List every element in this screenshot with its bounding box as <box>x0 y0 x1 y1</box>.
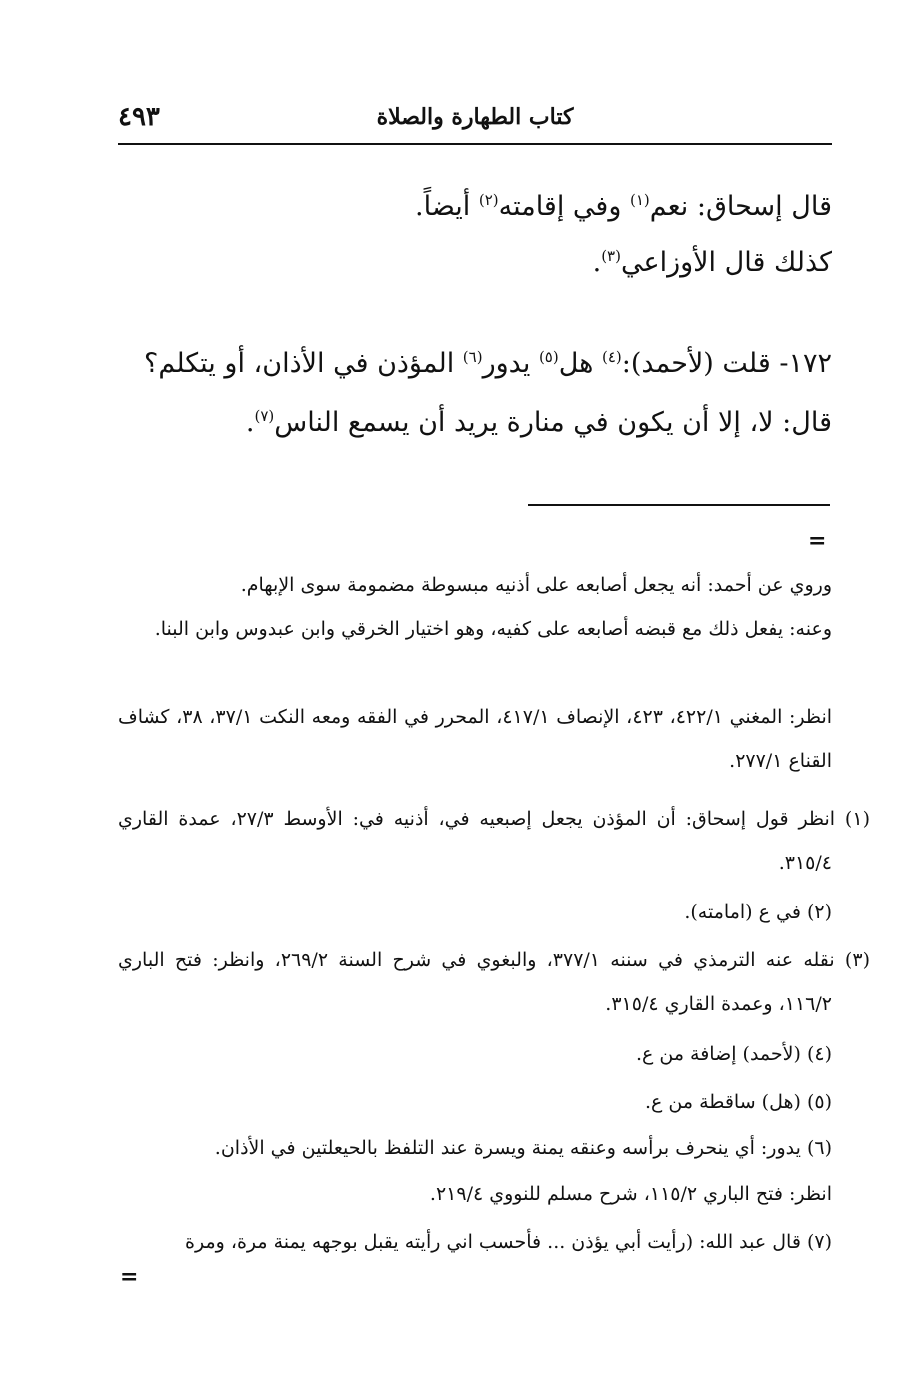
footnote-ref-3: (٣) <box>601 247 621 265</box>
footnote-ref-2: (٢) <box>478 191 499 209</box>
header-rule <box>118 143 832 145</box>
continuation-mark-bottom: = <box>120 1264 139 1290</box>
footnote-continued-3: انظر: المغني ٤٢٢/١، ٤٢٣، الإنصاف ٤١٧/١، المحرر في الفقه ومعه النكت ٣٧/١، ٣٨، كشاف القناع ٢٧٧/١. <box>118 706 833 772</box>
question-172: ١٧٢- قلت (لأحمد):$^{(٤)}$ هل$^{(٥)}$ يدور$^{(٦)}$ المؤذن في الأذان، أو يتكلم؟ <box>144 348 832 379</box>
footnote-7: (٧) قال عبد الله: (رأيت أبي يؤذن ... فأحسب اني رأيته يقبل بوجهه يمنة مرة، ومرة <box>185 1231 832 1253</box>
footnote-ref-6: (٦) <box>462 348 483 366</box>
footnote-6: (٦) يدور: أي ينحرف برأسه وعنقه يمنة ويسرة عند التلفظ بالحيعلتين في الأذان. <box>214 1137 832 1159</box>
footnote-3: (٣) نقله عنه الترمذي في سننه ٣٧٧/١، والبغوي في شرح السنة ٢٦٩/٢، وانظر: فتح الباري ١١٦/٢، وعمدة القاري ٣١٥/٤. <box>118 949 870 1015</box>
page-header <box>118 102 832 142</box>
page-number: ٤٩٣ <box>118 102 160 132</box>
footnote-5: (٥) (هل) ساقطة من ع. <box>644 1091 832 1113</box>
book-title: كتاب الطهارة والصلاة <box>376 104 574 130</box>
question-number: ١٧٢ <box>788 348 832 379</box>
footnote-ref-5: (٥) <box>538 348 559 366</box>
footnote-4: (٤) (لأحمد) إضافة من ع. <box>635 1043 832 1065</box>
answer-line: قال: لا، إلا أن يكون في منارة يريد أن يسمع الناس$^{(٧)}$. <box>245 407 832 438</box>
footnote-continued-2: وعنه: يفعل ذلك مع قبضه أصابعه على كفيه، وهو اختيار الخرقي وابن عبدوس وابن البنا. <box>154 618 832 640</box>
footnote-ref-7: (٧) <box>254 407 275 425</box>
continuation-mark-top: = <box>808 528 827 554</box>
footnote-ref-4: (٤) <box>602 348 622 366</box>
footnote-continued-1: وروي عن أحمد: أنه يجعل أصابعه على أذنيه مبسوطة مضمومة سوى الإبهام. <box>240 574 832 596</box>
footnote-2: (٢) في ع (امامته). <box>684 901 832 923</box>
footnote-ref-1: (١) <box>629 191 650 209</box>
footnote-1: (١) انظر قول إسحاق: أن المؤذن يجعل إصبعيه في، أذنيه في: الأوسط ٢٧/٣، عمدة القاري ٣١٥/٤. <box>118 808 870 874</box>
footnote-6-reference: انظر: فتح الباري ١١٥/٢، شرح مسلم للنووي ٢١٩/٤. <box>429 1183 832 1205</box>
text-line-ishaq: قال إسحاق: نعم$^{(١)}$ وفي إقامته$^{(٢)}$ أيضاً. <box>415 191 832 222</box>
footnote-separator <box>528 504 830 506</box>
text-line-awzai: كذلك قال الأوزاعي$^{(٣)}$. <box>592 247 832 278</box>
